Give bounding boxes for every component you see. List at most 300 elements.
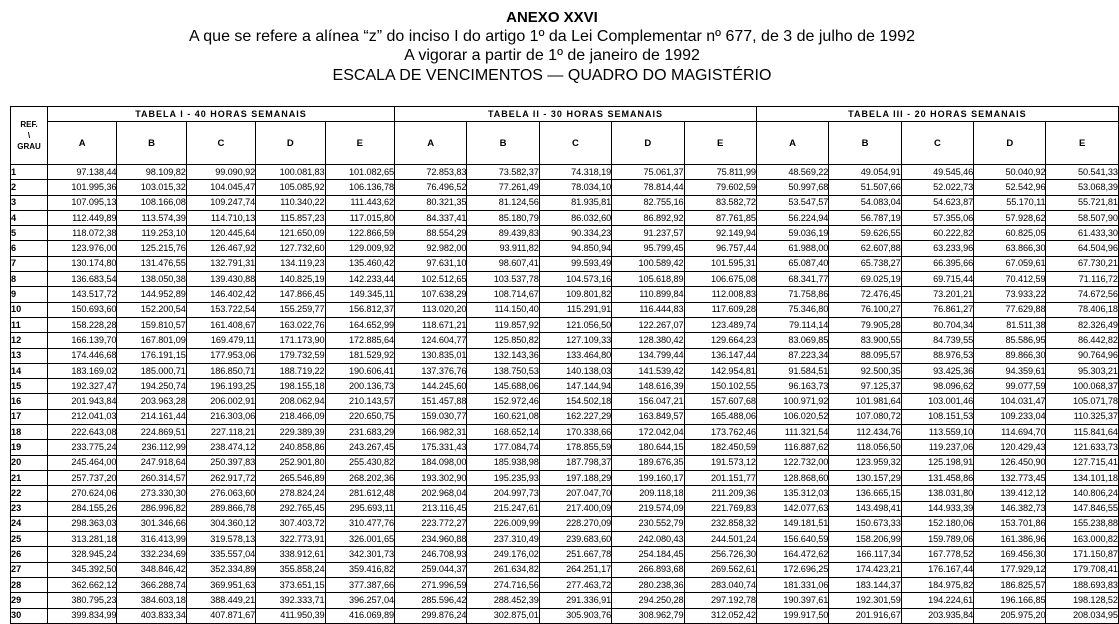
salary-cell: 113.559,10 [901,425,973,440]
salary-cell: 54.083,04 [829,195,901,210]
salary-cell: 82.755,16 [612,195,684,210]
salary-cell: 147.846,55 [1046,501,1118,516]
salary-cell: 142.233,44 [325,272,394,287]
salary-cell: 144.933,39 [901,501,973,516]
salary-cell: 122.866,59 [325,226,394,241]
salary-cell: 57.355,06 [901,210,973,225]
grau-cell: 14 [11,363,48,378]
salary-cell: 192.327,47 [48,379,117,394]
salary-cell: 219.574,09 [612,501,684,516]
salary-cell: 123.489,74 [684,317,756,332]
salary-cell: 305.903,76 [539,608,611,623]
salary-cell: 74.318,19 [539,165,611,180]
salary-cell: 277.463,72 [539,578,611,593]
salary-cell: 82.326,49 [1046,317,1118,332]
salary-scale-table [10,106,1119,624]
salary-cell: 145.688,06 [467,379,539,394]
salary-cell: 76.861,27 [901,302,973,317]
salary-cell: 186.825,57 [974,578,1046,593]
salary-cell: 97.631,10 [394,256,466,271]
salary-cell: 66.395,66 [901,256,973,271]
salary-cell: 203.935,84 [901,608,973,623]
salary-cell: 110.899,84 [612,287,684,302]
salary-cell: 98.096,62 [901,379,973,394]
column-header: E [1046,122,1118,165]
salary-cell: 134.799,44 [612,348,684,363]
salary-cell: 75.346,80 [756,302,828,317]
salary-cell: 261.634,82 [467,562,539,577]
grau-cell: 3 [11,195,48,210]
salary-cell: 184.975,82 [901,578,973,593]
salary-cell: 328.945,24 [48,547,117,562]
salary-cell: 244.501,24 [684,532,756,547]
salary-cell: 55.721,81 [1046,195,1118,210]
salary-cell: 171.150,87 [1046,547,1118,562]
salary-cell: 49.054,91 [829,165,901,180]
salary-cell: 100.068,37 [1046,379,1118,394]
salary-cell: 208.034,95 [1046,608,1118,623]
salary-cell: 232.858,32 [684,516,756,531]
salary-cell: 135.460,42 [325,256,394,271]
salary-cell: 271.996,59 [394,578,466,593]
salary-cell: 223.772,27 [394,516,466,531]
salary-cell: 109.247,74 [186,195,255,210]
salary-cell: 332.234,69 [117,547,186,562]
ref-separator: \ [27,131,31,140]
salary-cell: 53.068,39 [1046,180,1118,195]
salary-cell: 121.056,50 [539,317,611,332]
salary-cell: 69.715,44 [901,272,973,287]
salary-cell: 192.301,59 [829,593,901,608]
salary-cell: 206.002,91 [186,394,255,409]
salary-cell: 93.425,36 [901,363,973,378]
salary-cell: 125.198,91 [901,455,973,470]
salary-cell: 59.036,19 [756,226,828,241]
salary-cell: 255.430,82 [325,455,394,470]
salary-cell: 112.449,89 [48,210,117,225]
grau-cell: 6 [11,241,48,256]
table-row [11,272,1119,287]
column-header: B [117,122,186,165]
salary-cell: 102.512,65 [394,272,466,287]
salary-cell: 148.616,39 [612,379,684,394]
salary-cell: 65.087,40 [756,256,828,271]
salary-cell: 164.472,62 [756,547,828,562]
salary-cell: 231.683,29 [325,425,394,440]
salary-cell: 150.673,33 [829,516,901,531]
salary-cell: 94.850,94 [539,241,611,256]
salary-cell: 127.732,60 [256,241,325,256]
annex-title: ANEXO XXVI [506,9,598,26]
table-row [11,210,1119,225]
salary-cell: 208.062,94 [256,394,325,409]
salary-cell: 101.595,31 [684,256,756,271]
salary-cell: 190.397,61 [756,593,828,608]
table-row [11,593,1119,608]
salary-cell: 75.061,37 [612,165,684,180]
salary-cell: 122.267,07 [612,317,684,332]
salary-cell: 160.621,08 [467,409,539,424]
salary-cell: 245.464,00 [48,455,117,470]
salary-cell: 95.303,21 [1046,363,1118,378]
salary-cell: 384.603,18 [117,593,186,608]
salary-cell: 112.434,76 [829,425,901,440]
salary-cell: 201.943,84 [48,394,117,409]
salary-cell: 167.778,52 [901,547,973,562]
salary-cell: 335.557,04 [186,547,255,562]
salary-cell: 359.416,82 [325,562,394,577]
salary-cell: 103.015,32 [117,180,186,195]
salary-cell: 403.833,34 [117,608,186,623]
salary-cell: 76.496,52 [394,180,466,195]
salary-cell: 407.871,67 [186,608,255,623]
salary-cell: 146.382,73 [974,501,1046,516]
salary-cell: 136.665,15 [829,486,901,501]
group-header-row [11,107,1119,122]
salary-cell: 103.001,46 [901,394,973,409]
salary-cell: 50.541,33 [1046,165,1118,180]
salary-cell: 118.671,21 [394,317,466,332]
salary-cell: 251.667,78 [539,547,611,562]
salary-cell: 292.765,45 [256,501,325,516]
grau-cell: 21 [11,470,48,485]
salary-cell: 178.855,59 [539,440,611,455]
salary-cell: 198.155,18 [256,379,325,394]
salary-cell: 259.044,37 [394,562,466,577]
salary-cell: 143.498,41 [829,501,901,516]
salary-cell: 188.719,22 [256,363,325,378]
salary-cell: 299.876,24 [394,608,466,623]
salary-cell: 92.149,94 [684,226,756,241]
grau-cell: 11 [11,317,48,332]
salary-cell: 100.971,92 [756,394,828,409]
column-header: B [467,122,539,165]
salary-cell: 75.811,99 [684,165,756,180]
salary-cell: 185.000,71 [117,363,186,378]
salary-cell: 166.117,34 [829,547,901,562]
salary-cell: 165.488,06 [684,409,756,424]
salary-cell: 135.312,03 [756,486,828,501]
effective-date-line: A vigorar a partir de 1º de janeiro de 1992 [404,47,700,64]
salary-cell: 227.118,21 [186,425,255,440]
salary-cell: 246.708,93 [394,547,466,562]
group-header-tabela-3: TABELA III - 20 HORAS SEMANAIS [756,107,1118,122]
salary-cell: 166.982,31 [394,425,466,440]
salary-cell: 171.173,90 [256,333,325,348]
salary-cell: 163.849,57 [612,409,684,424]
salary-cell: 125.850,82 [467,333,539,348]
salary-cell: 62.607,88 [829,241,901,256]
salary-cell: 298.363,03 [48,516,117,531]
salary-cell: 64.504,96 [1046,241,1118,256]
salary-cell: 60.825,05 [974,226,1046,241]
salary-cell: 54.623,87 [901,195,973,210]
salary-cell: 147.866,45 [256,287,325,302]
salary-cell: 289.866,78 [186,501,255,516]
salary-cell: 269.562,61 [684,562,756,577]
salary-cell: 362.662,12 [48,578,117,593]
salary-cell: 77.261,49 [467,180,539,195]
salary-cell: 179.732,59 [256,348,325,363]
salary-cell: 186.850,71 [186,363,255,378]
salary-cell: 312.052,42 [684,608,756,623]
salary-cell: 301.346,66 [117,516,186,531]
grau-cell: 5 [11,226,48,241]
salary-cell: 136.683,54 [48,272,117,287]
salary-cell: 101.082,65 [325,165,394,180]
salary-cell: 185.938,98 [467,455,539,470]
salary-cell: 159.030,77 [394,409,466,424]
salary-cell: 249.176,02 [467,547,539,562]
salary-cell: 104.045,47 [186,180,255,195]
salary-cell: 106.136,78 [325,180,394,195]
salary-cell: 181.529,92 [325,348,394,363]
salary-cell: 310.477,76 [325,516,394,531]
salary-cell: 101.995,36 [48,180,117,195]
salary-cell: 153.701,86 [974,516,1046,531]
salary-cell: 118.072,38 [48,226,117,241]
salary-cell: 113.020,20 [394,302,466,317]
group-header-tabela-1: TABELA I - 40 HORAS SEMANAIS [48,107,395,122]
grau-cell: 20 [11,455,48,470]
salary-cell: 80.704,34 [901,317,973,332]
salary-cell: 119.237,06 [901,440,973,455]
salary-cell: 163.022,76 [256,317,325,332]
salary-cell: 377.387,66 [325,578,394,593]
salary-cell: 106.675,08 [684,272,756,287]
salary-cell: 172.696,25 [756,562,828,577]
salary-cell: 144.245,60 [394,379,466,394]
salary-cell: 138.750,53 [467,363,539,378]
salary-cell: 187.798,37 [539,455,611,470]
salary-cell: 348.846,42 [117,562,186,577]
salary-cell: 200.136,73 [325,379,394,394]
salary-cell: 273.330,30 [117,486,186,501]
table-row [11,516,1119,531]
salary-cell: 107.095,13 [48,195,117,210]
salary-cell: 83.582,72 [684,195,756,210]
salary-cell: 156.047,21 [612,394,684,409]
salary-cell: 392.333,71 [256,593,325,608]
salary-cell: 52.022,73 [901,180,973,195]
salary-cell: 110.340,22 [256,195,325,210]
salary-cell: 78.034,10 [539,180,611,195]
salary-cell: 143.517,72 [48,287,117,302]
column-header: A [394,122,466,165]
salary-cell: 69.025,19 [829,272,901,287]
salary-cell: 96.757,44 [684,241,756,256]
salary-cell: 262.917,72 [186,470,255,485]
column-header: D [612,122,684,165]
grau-cell: 25 [11,532,48,547]
salary-cell: 99.090,92 [186,165,255,180]
salary-cell: 153.722,54 [186,302,255,317]
salary-cell: 396.257,04 [325,593,394,608]
salary-cell: 52.542,96 [974,180,1046,195]
salary-cell: 181.331,06 [756,578,828,593]
salary-cell: 108.166,08 [117,195,186,210]
salary-cell: 352.334,89 [186,562,255,577]
salary-cell: 254.184,45 [612,547,684,562]
table-row [11,470,1119,485]
salary-cell: 212.041,03 [48,409,117,424]
table-row [11,455,1119,470]
salary-cell: 114.694,70 [974,425,1046,440]
salary-cell: 302.875,01 [467,608,539,623]
grau-cell: 27 [11,562,48,577]
salary-cell: 50.040,92 [974,165,1046,180]
salary-cell: 110.325,37 [1046,409,1118,424]
salary-cell: 72.853,83 [394,165,466,180]
salary-cell: 146.402,42 [186,287,255,302]
table-row [11,486,1119,501]
grau-cell: 13 [11,348,48,363]
salary-cell: 65.738,27 [829,256,901,271]
salary-cell: 120.429,43 [974,440,1046,455]
salary-cell: 229.389,39 [256,425,325,440]
salary-cell: 61.433,30 [1046,226,1118,241]
salary-cell: 101.981,64 [829,394,901,409]
salary-cell: 326.001,65 [325,532,394,547]
salary-cell: 213.116,45 [394,501,466,516]
salary-cell: 313.281,18 [48,532,117,547]
salary-cell: 100.589,42 [612,256,684,271]
salary-cell: 104.031,47 [974,394,1046,409]
salary-cell: 77.629,88 [974,302,1046,317]
salary-cell: 88.554,29 [394,226,466,241]
salary-cell: 119.857,92 [467,317,539,332]
salary-cell: 115.291,91 [539,302,611,317]
salary-cell: 238.474,12 [186,440,255,455]
salary-cell: 217.400,09 [539,501,611,516]
salary-cell: 286.996,82 [117,501,186,516]
salary-cell: 115.841,64 [1046,425,1118,440]
grau-cell: 17 [11,409,48,424]
salary-cell: 112.008,83 [684,287,756,302]
salary-cell: 73.933,22 [974,287,1046,302]
salary-cell: 88.095,57 [829,348,901,363]
salary-cell: 149.181,51 [756,516,828,531]
salary-cell: 140.138,03 [539,363,611,378]
salary-cell: 291.336,91 [539,593,611,608]
salary-cell: 416.069,89 [325,608,394,623]
column-header: A [756,122,828,165]
salary-cell: 297.192,78 [684,593,756,608]
salary-cell: 411.950,39 [256,608,325,623]
salary-cell: 127.715,41 [1046,455,1118,470]
salary-cell: 95.799,45 [612,241,684,256]
salary-cell: 85.586,95 [974,333,1046,348]
grau-cell: 1 [11,165,48,180]
salary-cell: 117.015,80 [325,210,394,225]
table-row [11,302,1119,317]
salary-cell: 123.959,32 [829,455,901,470]
salary-cell: 152.180,06 [901,516,973,531]
salary-cell: 119.253,10 [117,226,186,241]
salary-cell: 265.546,89 [256,470,325,485]
column-header: D [256,122,325,165]
salary-cell: 193.302,90 [394,470,466,485]
table-row [11,333,1119,348]
salary-cell: 294.250,28 [612,593,684,608]
salary-cell: 108.151,53 [901,409,973,424]
salary-cell: 169.479,11 [186,333,255,348]
salary-cell: 221.769,83 [684,501,756,516]
salary-cell: 138.031,80 [901,486,973,501]
salary-cell: 288.452,39 [467,593,539,608]
salary-cell: 53.547,57 [756,195,828,210]
salary-cell: 60.222,82 [901,226,973,241]
grau-cell: 7 [11,256,48,271]
table-row [11,180,1119,195]
salary-cell: 283.040,74 [684,578,756,593]
salary-cell: 180.644,15 [612,440,684,455]
salary-cell: 190.606,41 [325,363,394,378]
table-row [11,501,1119,516]
salary-cell: 177.953,06 [186,348,255,363]
salary-cell: 147.144,94 [539,379,611,394]
salary-cell: 201.151,77 [684,470,756,485]
salary-cell: 158.206,99 [829,532,901,547]
salary-cell: 87.761,85 [684,210,756,225]
salary-cell: 157.607,68 [684,394,756,409]
salary-cell: 116.444,83 [612,302,684,317]
salary-cell: 142.954,81 [684,363,756,378]
salary-cell: 97.125,37 [829,379,901,394]
salary-cell: 170.338,66 [539,425,611,440]
salary-cell: 78.814,44 [612,180,684,195]
salary-cell: 210.143,57 [325,394,394,409]
salary-cell: 141.539,42 [612,363,684,378]
salary-cell: 89.439,83 [467,226,539,241]
salary-cell: 196.193,25 [186,379,255,394]
salary-cell: 196.166,85 [974,593,1046,608]
salary-cell: 85.180,79 [467,210,539,225]
salary-cell: 133.464,80 [539,348,611,363]
table-row [11,394,1119,409]
salary-cell: 73.201,21 [901,287,973,302]
salary-cell: 105.618,89 [612,272,684,287]
salary-cell: 373.651,15 [256,578,325,593]
salary-cell: 183.169,02 [48,363,117,378]
salary-cell: 123.976,00 [48,241,117,256]
salary-cell: 67.730,21 [1046,256,1118,271]
grau-cell: 23 [11,501,48,516]
salary-cell: 304.360,12 [186,516,255,531]
salary-cell: 194.250,74 [117,379,186,394]
salary-cell: 166.139,70 [48,333,117,348]
salary-cell: 256.726,30 [684,547,756,562]
salary-cell: 266.893,68 [612,562,684,577]
salary-cell: 345.392,50 [48,562,117,577]
salary-cell: 81.124,56 [467,195,539,210]
salary-cell: 173.762,46 [684,425,756,440]
salary-cell: 118.056,50 [829,440,901,455]
salary-cell: 152.972,46 [467,394,539,409]
salary-cell: 92.982,00 [394,241,466,256]
salary-cell: 149.345,11 [325,287,394,302]
salary-cell: 214.161,44 [117,409,186,424]
salary-cell: 61.988,00 [756,241,828,256]
salary-cell: 201.916,67 [829,608,901,623]
salary-cell: 107.638,29 [394,287,466,302]
salary-cell: 174.446,68 [48,348,117,363]
salary-cell: 184.098,00 [394,455,466,470]
table-row [11,195,1119,210]
salary-cell: 89.866,30 [974,348,1046,363]
salary-cell: 211.209,36 [684,486,756,501]
table-row [11,532,1119,547]
